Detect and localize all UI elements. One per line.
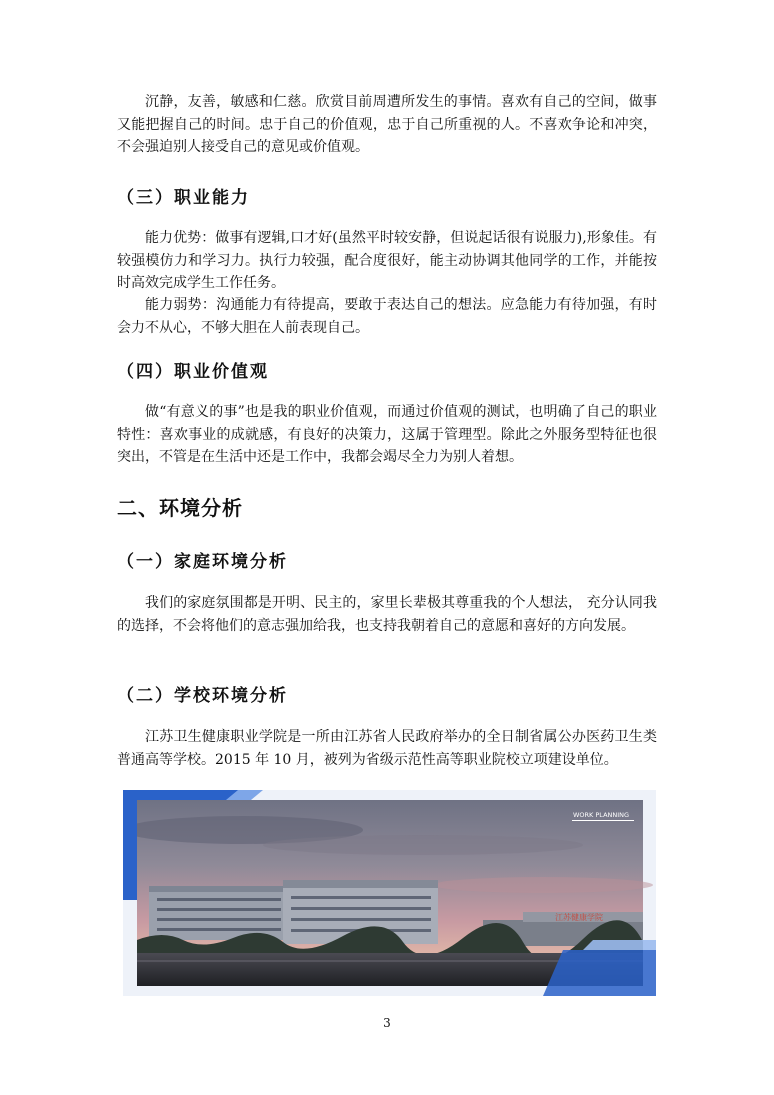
heading-environment-analysis: 二、环境分析 bbox=[117, 496, 243, 520]
personality-paragraph: 沉静，友善，敏感和仁慈。欣赏目前周遭所发生的事情。喜欢有自己的空间，做事又能把握自己的时间。忠于自己的价值观，忠于自己所重视的人。不喜欢争论和冲突，不会强迫别人接受自己的意见或价值观。 bbox=[117, 94, 657, 155]
heading-career-values: （四）职业价值观 bbox=[117, 362, 269, 382]
ability-strengths-paragraph: 能力优势：做事有逻辑,口才好(虽然平时较安静，但说起话很有说服力),形象佳。有较强模仿力和学习力。执行力较强，配合度很好，能主动协调其他同学的工作，并能按时高效完成学生工作任务。 bbox=[117, 230, 657, 291]
ability-weaknesses-paragraph: 能力弱势：沟通能力有待提高，要敢于表达自己的想法。应急能力有待加强，有时会力不从心，不够大胆在人前表现自己。 bbox=[117, 297, 657, 336]
page-number: 3 bbox=[383, 1016, 391, 1030]
school-paragraph: 江苏卫生健康职业学院是一所由江苏省人民政府举办的全日制省属公办医药卫生类普通高等学校。2015 年 10 月，被列为省级示范性高等职业院校立项建设单位。 bbox=[117, 729, 657, 768]
heading-school-environment: （二）学校环境分析 bbox=[117, 686, 288, 706]
family-paragraph: 我们的家庭氛围都是开明、民主的，家里长辈极其尊重我的个人想法， 充分认同我的选择，不会将他们的意志强加给我，也支持我朝着自己的意愿和喜好的方向发展。 bbox=[117, 595, 657, 634]
values-paragraph: 做“有意义的事”也是我的职业价值观，而通过价值观的测试，也明确了自己的职业特性：喜欢事业的成就感，有良好的决策力，这属于管理型。除此之外服务型特征也很突出，不管是在生活中还是工作中，我都会竭尽全力为别人着想。 bbox=[117, 404, 657, 465]
campus-sign-text: 江苏健康学院 bbox=[555, 913, 603, 922]
heading-family-environment: （一）家庭环境分析 bbox=[117, 552, 288, 572]
campus-photo bbox=[123, 790, 656, 996]
work-planning-badge: WORK PLANNING bbox=[573, 811, 630, 819]
heading-career-ability: （三）职业能力 bbox=[117, 188, 250, 208]
